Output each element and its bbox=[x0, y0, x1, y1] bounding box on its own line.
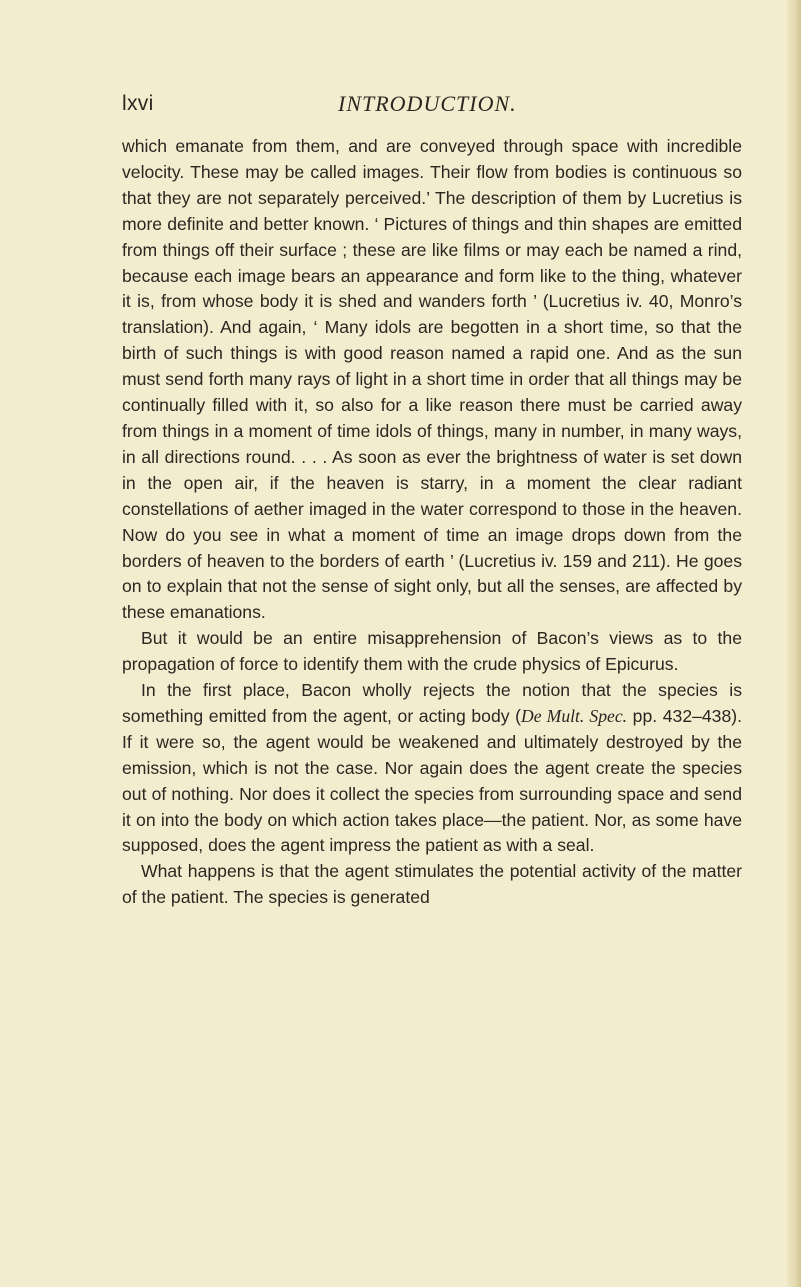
running-head: INTRODUCTION. bbox=[338, 91, 517, 116]
paragraph-bacon-views: But it would be an entire misapprehension of Bacon’s views as to the propagation of force to identify them with the crude physics of Epicurus. bbox=[122, 628, 742, 675]
page-number: lxvi bbox=[122, 92, 154, 115]
body-text bbox=[122, 134, 742, 911]
page-header bbox=[122, 86, 742, 122]
paragraph-text-after-citation: pp. 432–438). If it were so, the agent would be weakened and ultimately destroyed by the emission, which is not the case. Nor again does the agent create the species out of nothing. Nor does it collect the species from surrounding space and send it on into the body on which action takes place—the patient. Nor, as some have supposed, does the agent impress the patient as with a seal. bbox=[122, 705, 742, 856]
paragraph-text-before-citation: In the first place, Bacon wholly rejects the notion that the species is something emitted from the agent, or acting body ( bbox=[122, 680, 742, 726]
page-edge bbox=[787, 0, 801, 1287]
citation-title: De Mult. Spec. bbox=[521, 705, 628, 726]
paragraph-first-place bbox=[122, 678, 742, 859]
paragraph-what-happens: What happens is that the agent stimulates the potential activity of the matter of the patient. The species is generated bbox=[122, 861, 742, 908]
paragraph-continuation: which emanate from them, and are conveyed through space with incredible velocity. These may be called images. Their flow from bodies is continuous so that they are not separately perceived.’ The description of them by Lucretius is more definite and better known. ‘ Pictures of things and thin shapes are emitted from things off their surface ; these are like films or may each be named a rind, because each image bears an appearance and form like to the thing, whatever it is, from whose body it is shed and wanders forth ’ (Lucretius iv. 40, Monro’s translation). And again, ‘ Many idols are begotten in a short time, so that the birth of such things is with good reason named a rapid one. And as the sun must send forth many rays of light in a short time in order that all things may be continually filled with it, so also for a like reason there must be carried away from things in a moment of time idols of things, many in number, in many ways, in all directions round. . . . As soon as ever the brightness of water is set down in the open air, if the heaven is starry, in a moment the clear radiant constellations of aether imaged in the water correspond to those in the heaven. Now do you see in what a moment of time an image drops down from the borders of heaven to the borders of earth ’ (Lucretius iv. 159 and 211). He goes on to explain that not the sense of sight only, but all the senses, are affected by these emanations. bbox=[122, 136, 742, 623]
